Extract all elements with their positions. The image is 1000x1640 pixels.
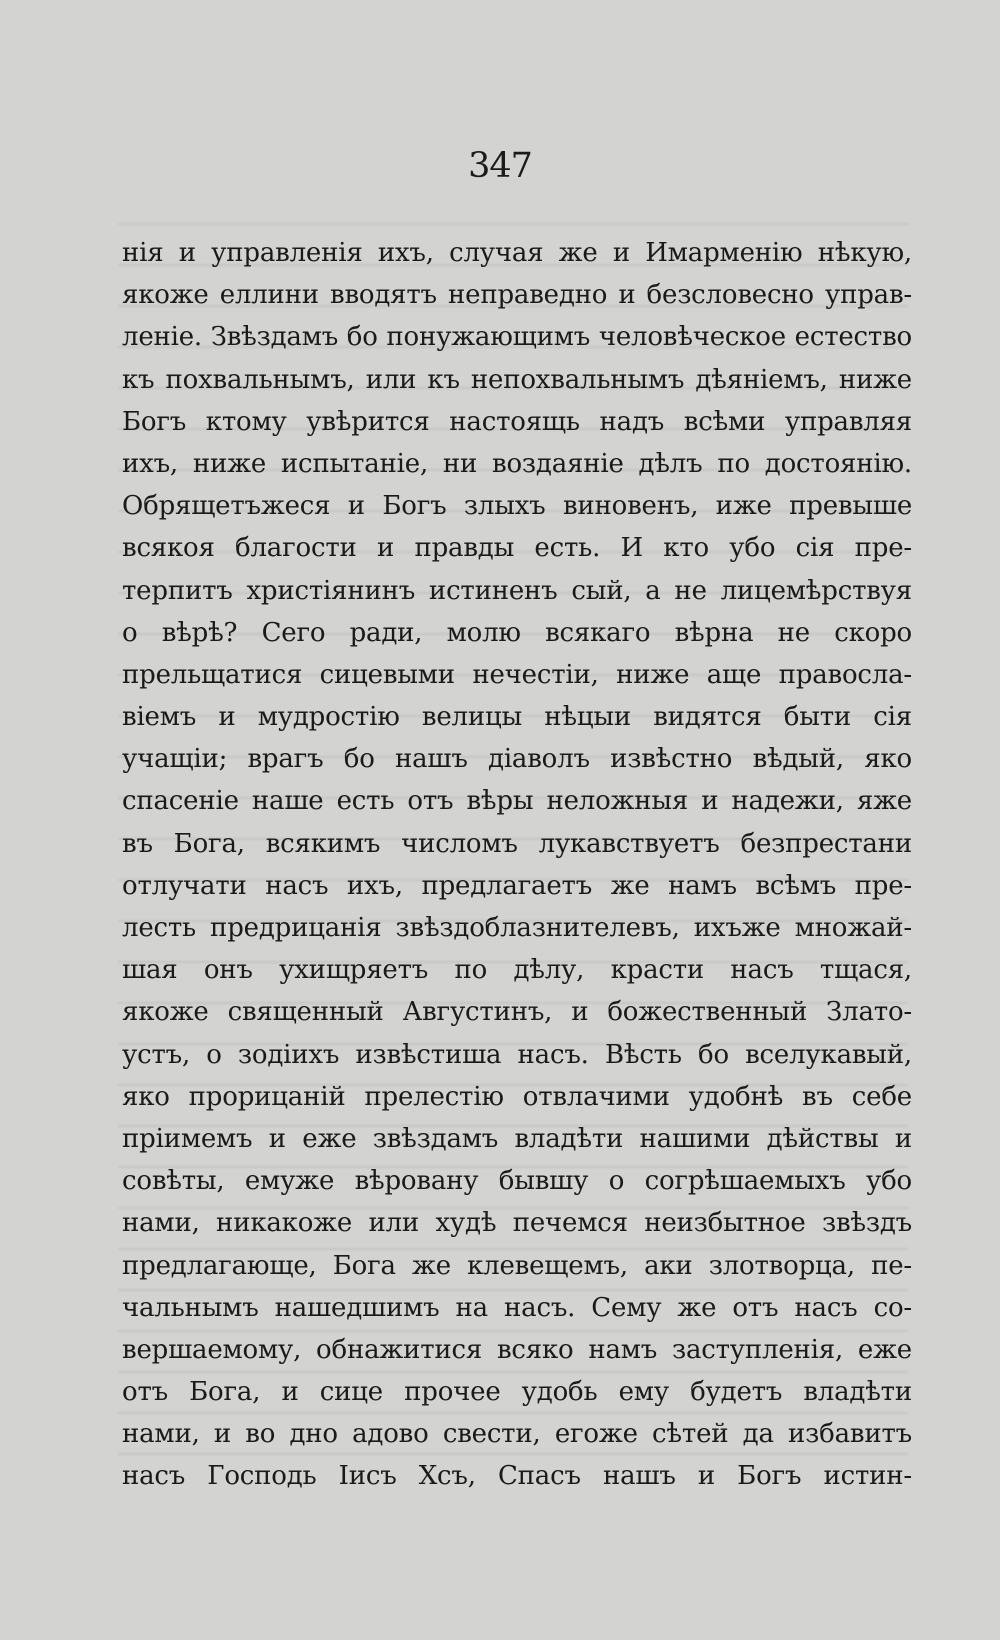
text-line: въ Бога, всякимъ числомъ лукавствуетъ безпрестани [122,828,912,859]
text-line: о вѣрѣ? Сего ради, молю всякаго вѣрна не скоро [122,617,912,648]
text-line: леніе. Звѣздамъ бо понужающимъ человѣческое естество [122,322,912,353]
text-line: къ похвальнымъ, или къ непохвальнымъ дѣяніемъ, ниже [122,364,912,395]
text-line: ихъ, ниже испытаніе, ни воздаяніе дѣлъ по достоянію. [122,448,912,479]
text-line: отлучати насъ ихъ, предлагаетъ же намъ всѣмъ пре- [122,870,912,901]
text-line: устъ, о зодіихъ извѣстиша насъ. Вѣсть бо вселукавый, [122,1039,912,1070]
text-line: спасеніе наше есть отъ вѣры неложныя и надежи, яже [122,786,912,817]
page-body-text [122,232,912,1498]
text-line: Обрящетъжеся и Богъ злыхъ виновенъ, иже превыше [122,491,912,522]
text-line: якоже еллини вводятъ неправедно и безсловесно управ- [122,280,912,311]
text-line: нами, никакоже или худѣ печемся неизбытное звѣздъ [122,1208,912,1239]
text-line: пріимемъ и еже звѣздамъ владѣти нашими дѣйствы и [122,1123,912,1154]
text-line: терпитъ христіянинъ истиненъ сый, а не лицемѣрствуя [122,575,912,606]
text-line: учащіи; врагъ бо нашъ діаволъ извѣстно вѣдый, яко [122,744,912,775]
text-line: яко прорицаній прелестію отвлачими удобнѣ въ себе [122,1081,912,1112]
text-line: Богъ ктому увѣрится настоящь надъ всѣми управляя [122,406,912,437]
text-line: нія и управленія ихъ, случая же и Имарменію нѣкую, [122,238,912,268]
text-line: лесть предрицанія звѣздоблазнителевъ, ихъже множай- [122,913,912,943]
text-line: отъ Бога, и сице прочее удобь ему будетъ владѣти [122,1377,912,1408]
text-line: нами, и во дно адово свести, егоже сѣтей да избавитъ [122,1419,912,1450]
text-line: чальнымъ нашедшимъ на насъ. Сему же отъ насъ со- [122,1292,912,1323]
text-line: совѣты, емуже вѣровану бывшу о согрѣшаемыхъ убо [122,1166,912,1197]
text-line: предлагающе, Бога же клевещемъ, аки злотворца, пе- [122,1250,912,1281]
text-line: віемъ и мудростію велицы нѣцыи видятся быти сія [122,702,912,733]
page-number: 347 [468,146,532,186]
text-line: якоже священный Августинъ, и божественный Злато- [122,997,912,1028]
text-line: прельщатися сицевыми нечестіи, ниже аще правосла- [122,659,912,690]
text-line: насъ Господь Іисъ Хсъ, Спасъ нашъ и Богъ истин- [122,1461,912,1492]
text-line: вершаемому, обнажитися всяко намъ заступленія, еже [122,1334,912,1365]
text-line: всякоя благости и правды есть. И кто убо сія пре- [122,533,912,564]
text-line: шая онъ ухищряетъ по дѣлу, красти насъ тщася, [122,955,912,986]
